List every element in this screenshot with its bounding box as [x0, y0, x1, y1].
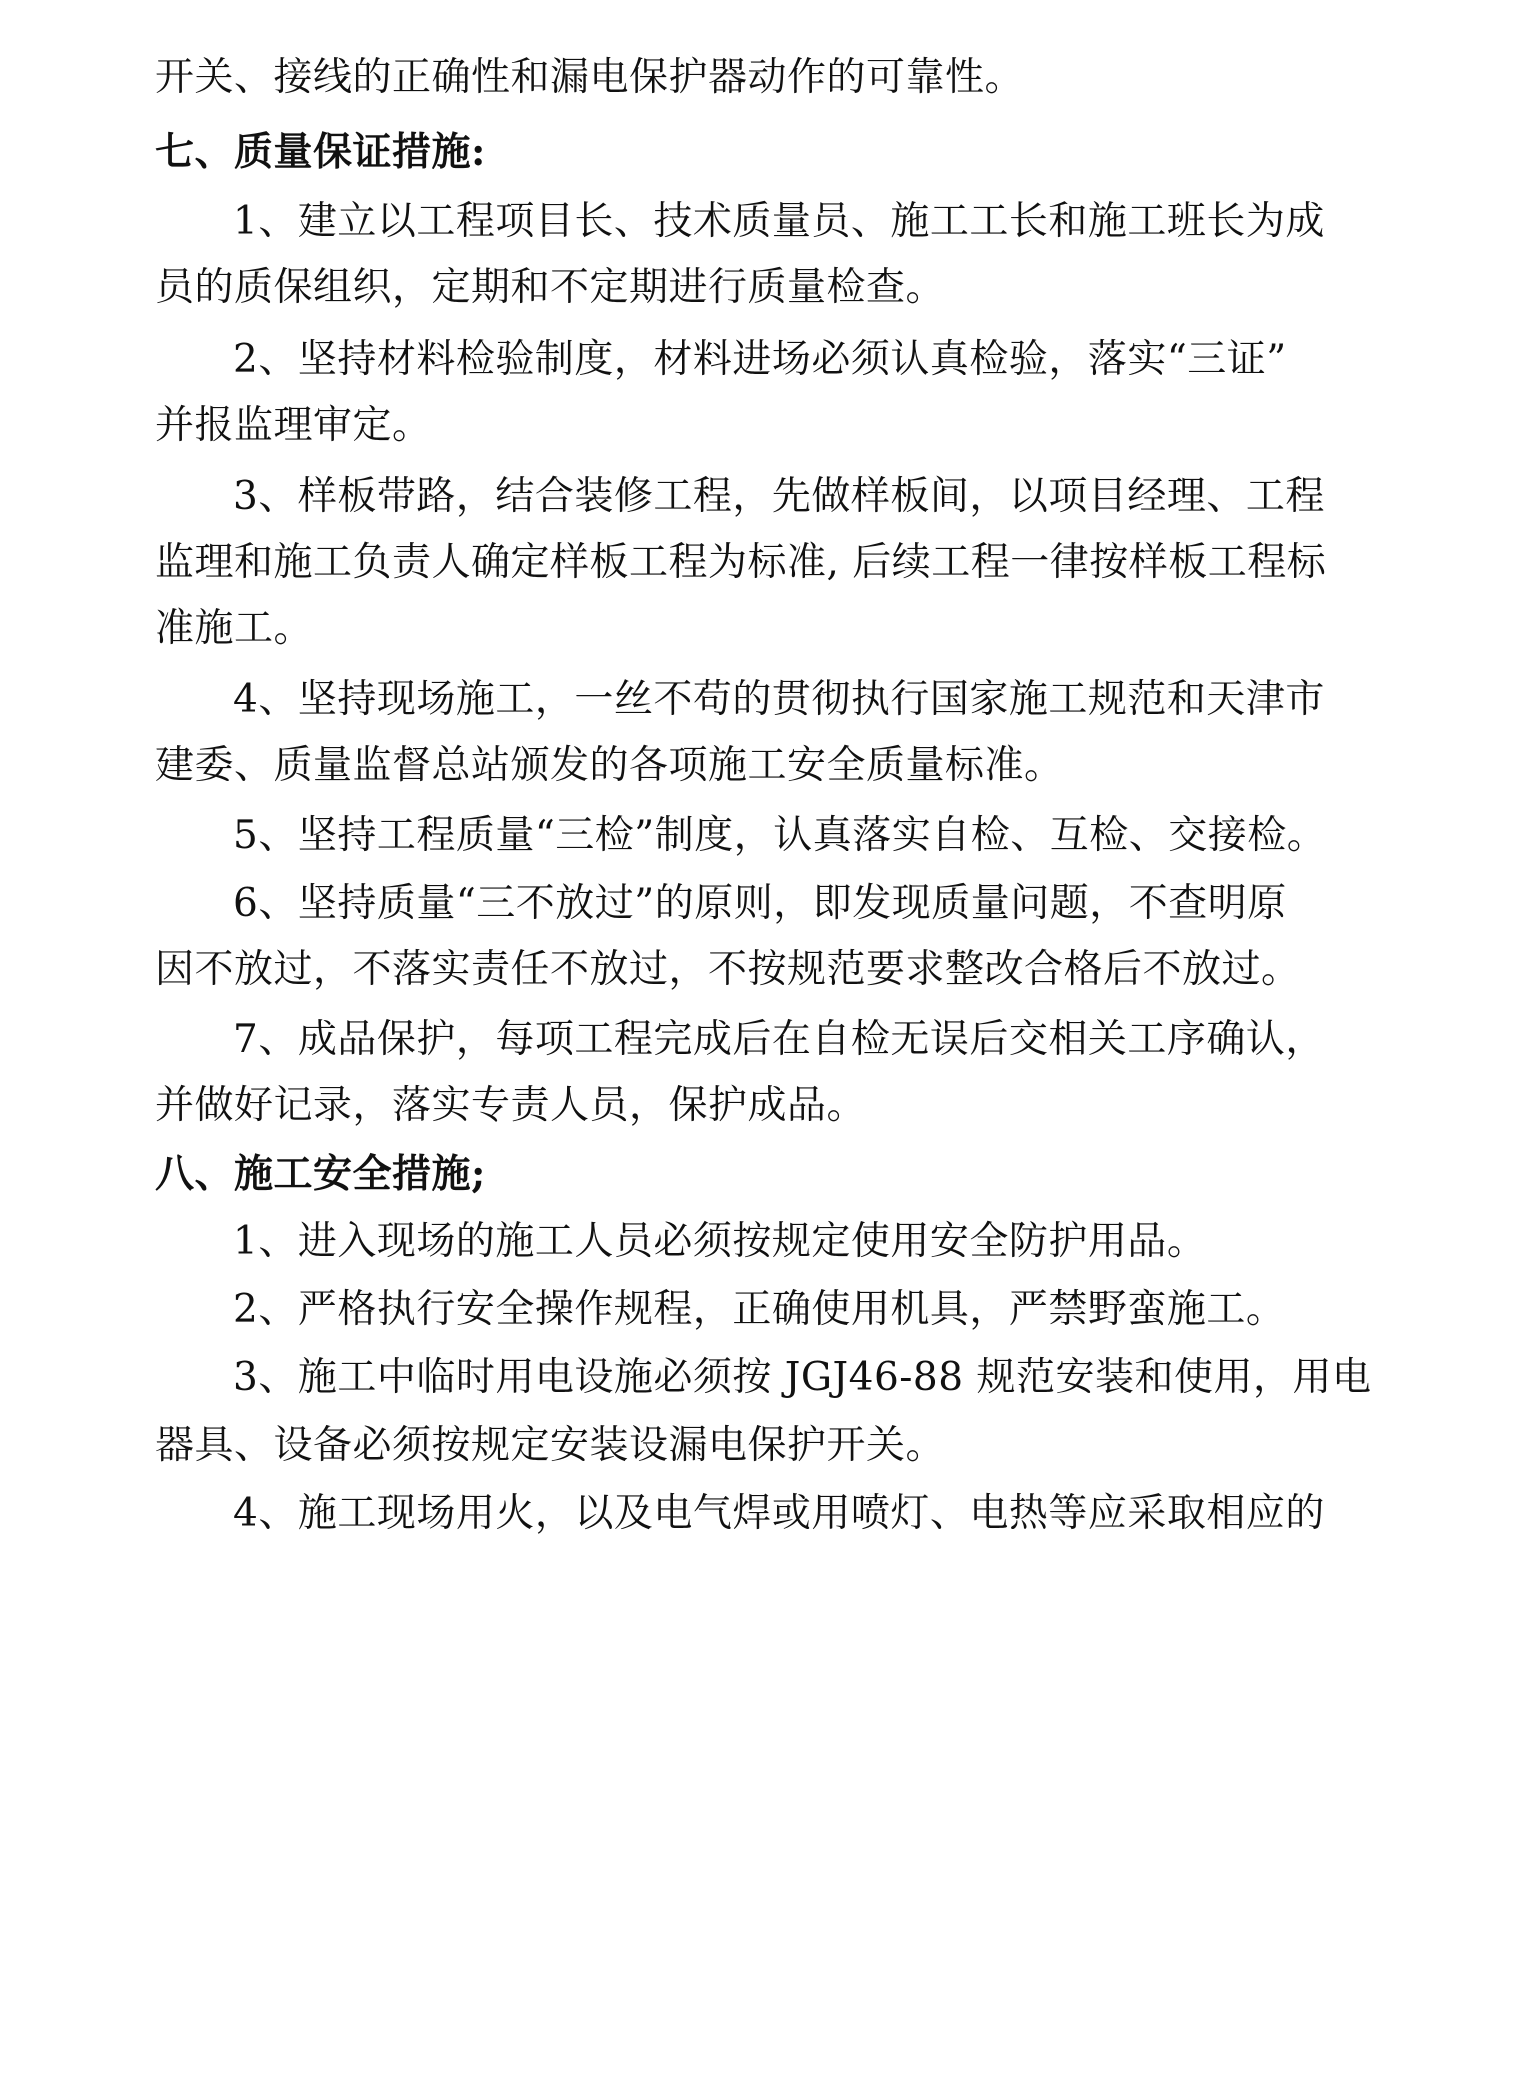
paragraph-6-line-2: 因不放过，不落实责任不放过，不按规范要求整改合格后不放过。 — [155, 947, 1301, 992]
paragraph-3-line-3: 准施工。 — [155, 606, 314, 651]
section-heading-8: 八、施工安全措施; — [155, 1151, 486, 1197]
safety-item-4-line-1: 4、施工现场用火，以及电气焊或用喷灯、电热等应采取相应的 — [233, 1491, 1325, 1536]
safety-item-2: 2、严格执行安全操作规程，正确使用机具，严禁野蛮施工。 — [233, 1287, 1286, 1332]
paragraph-3-line-2: 监理和施工负责人确定样板工程为标准, 后续工程一律按样板工程标 — [155, 540, 1327, 585]
safety-item-3-line-2: 器具、设备必须按规定安装设漏电保护开关。 — [155, 1423, 946, 1468]
paragraph-2-line-2: 并报监理审定。 — [155, 403, 432, 448]
paragraph-7-line-2: 并做好记录，落实专责人员，保护成品。 — [155, 1083, 867, 1128]
body-text-line: 开关、接线的正确性和漏电保护器动作的可靠性。 — [155, 55, 1025, 100]
section-heading-7: 七、质量保证措施: — [155, 129, 486, 175]
paragraph-7-line-1: 7、成品保护，每项工程完成后在自检无误后交相关工序确认， — [233, 1017, 1325, 1062]
paragraph-4-line-1: 4、坚持现场施工，一丝不苟的贯彻执行国家施工规范和天津市 — [233, 677, 1325, 722]
paragraph-6-line-1: 6、坚持质量“三不放过”的原则，即发现质量问题，不查明原 — [233, 881, 1287, 926]
safety-item-3-line-1: 3、施工中临时用电设施必须按 JGJ46-88 规范安装和使用，用电 — [233, 1355, 1372, 1400]
paragraph-4-line-2: 建委、质量监督总站颁发的各项施工安全质量标准。 — [155, 743, 1064, 788]
paragraph-3-line-1: 3、样板带路，结合装修工程，先做样板间，以项目经理、工程 — [233, 474, 1325, 519]
paragraph-2-line-1: 2、坚持材料检验制度，材料进场必须认真检验，落实“三证” — [233, 337, 1287, 382]
paragraph-5-line-1: 5、坚持工程质量“三检”制度，认真落实自检、互检、交接检。 — [233, 813, 1327, 858]
paragraph-1-line-2: 员的质保组织，定期和不定期进行质量检查。 — [155, 265, 946, 310]
safety-item-1: 1、进入现场的施工人员必须按规定使用安全防护用品。 — [233, 1219, 1207, 1264]
paragraph-1-line-1: 1、建立以工程项目长、技术质量员、施工工长和施工班长为成 — [233, 199, 1325, 244]
